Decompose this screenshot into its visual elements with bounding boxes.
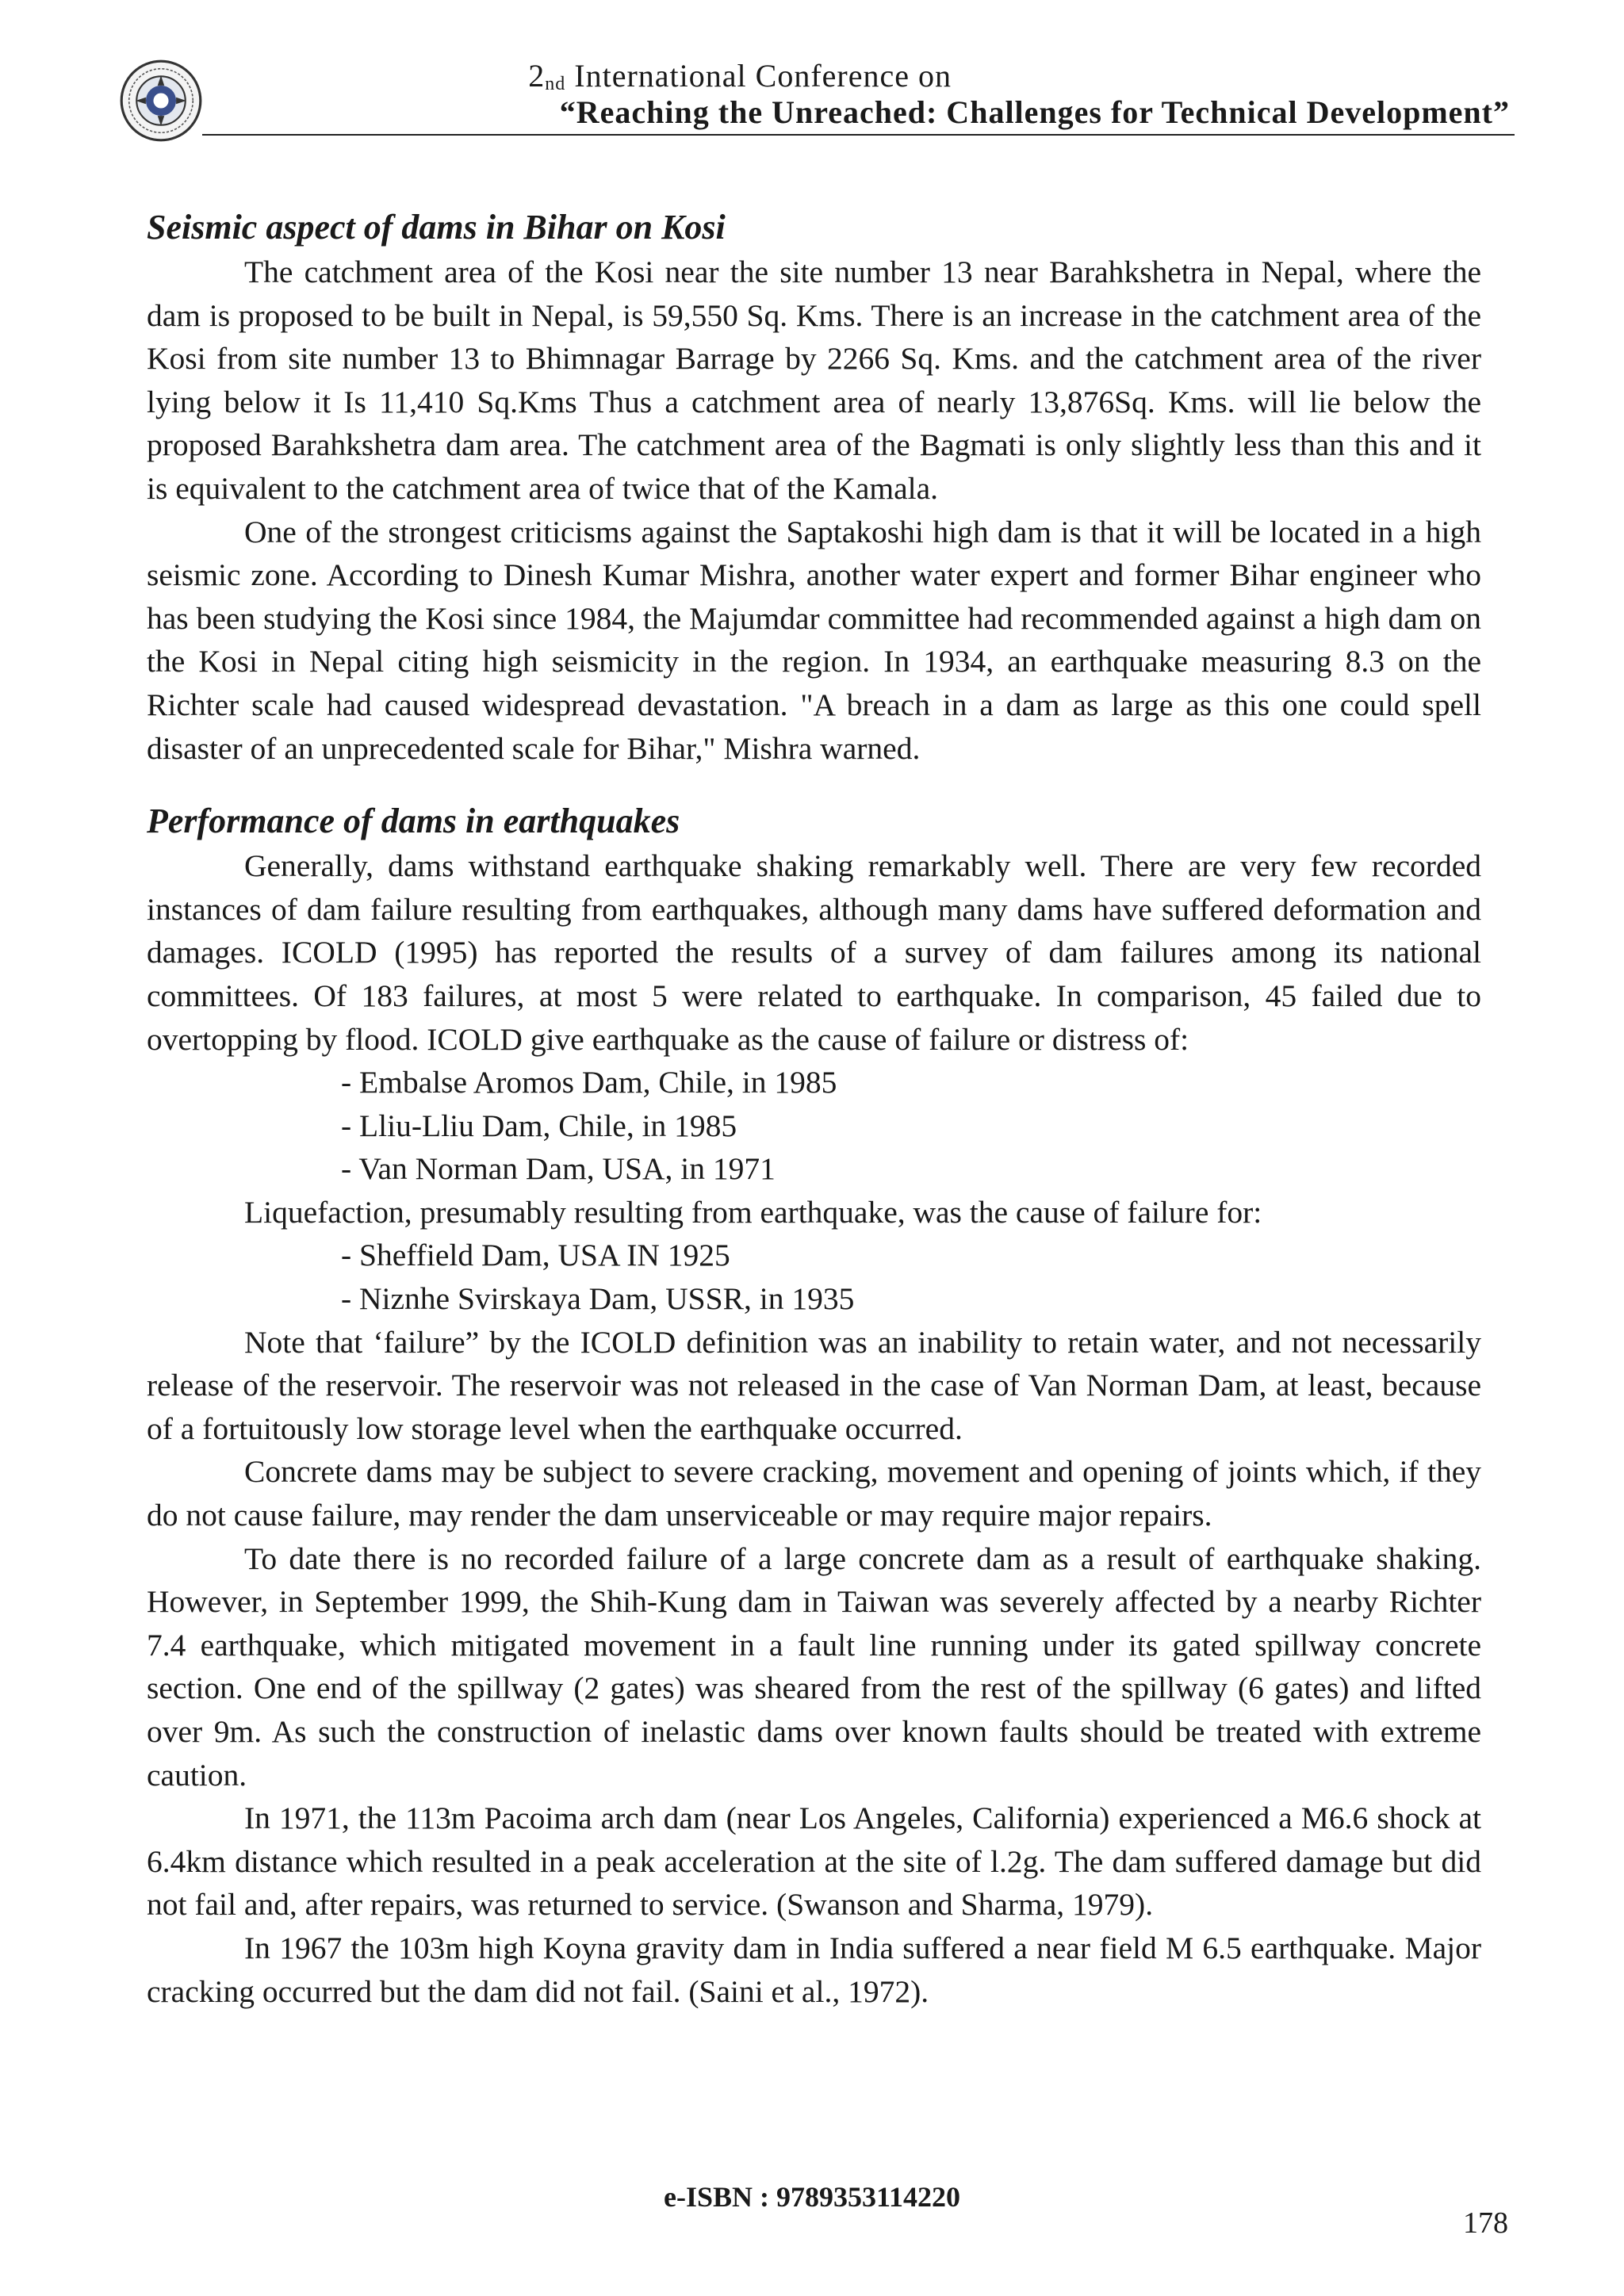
paragraph: To date there is no recorded failure of a large concrete dam as a result of earthquake shaking. However, in September 1999, the Shih-Kung dam in Taiwan was severely affected by a nearby Richter 7.4 earthquake, which mitigated movement in a fault line running under its gated spillway concrete section. One end of the spillway (2 gates) was sheared from the rest of the spillway (6 gates) and lifted over 9m. As such the construction of inelastic dams over known faults should be treated with extreme caution. [147,1540,1481,1793]
paragraph: Generally, dams withstand earthquake shaking remarkably well. There are very few recorded instances of dam failure resulting from earthquakes, although many dams have suffered deformation and damages. ICOLD (1995) has reported the results of a survey of dam failures among its national committees. Of 183 failures, at most 5 were related to earthquake. In comparison, 45 failed due to overtopping by flood. ICOLD give earthquake as the cause of failure or distress of: [147,848,1481,1057]
conference-seal-icon [119,59,203,143]
list-item: - Lliu-Lliu Dam, Chile, in 1985 [341,1108,737,1143]
isbn-footer: e-ISBN : 9789353114220 [663,2181,960,2213]
paragraph: Note that ‘failure” by the ICOLD definition was an inability to retain water, and not necessarily release of the reservoir. The reservoir was not released in the case of Van Norman Dam, at least, because of a fortuitously low storage level when the earthquake occurred. [147,1324,1481,1446]
paragraph: Concrete dams may be subject to severe cracking, movement and opening of joints which, if they do not cause failure, may render the dam unserviceable or may require major repairs. [147,1454,1481,1533]
paragraph: In 1967 the 103m high Koyna gravity dam in India suffered a near field M 6.5 earthquake. Major cracking occurred but the dam did not fail. (Saini et al., 1972). [147,1930,1481,2009]
conference-theme: “Reaching the Unreached: Challenges for Technical Development” [559,94,1510,130]
list-item: - Van Norman Dam, USA, in 1971 [341,1151,776,1187]
list-item: - Embalse Aromos Dam, Chile, in 1985 [341,1065,837,1100]
header-divider [202,134,1515,136]
list-item: - Sheffield Dam, USA IN 1925 [341,1238,730,1273]
paragraph: In 1971, the 113m Pacoima arch dam (near Los Angeles, California) experienced a M6.6 shock at 6.4km distance which resulted in a peak acceleration at the site of l.2g. The dam suffered damage but did not fail and, after repairs, was returned to service. (Swanson and Sharma, 1979). [147,1800,1481,1923]
page-body [147,205,1481,2013]
page-number: 178 [1463,2206,1508,2240]
paragraph: The catchment area of the Kosi near the site number 13 near Barahkshetra in Nepal, where the dam is proposed to be built in Nepal, is 59,550 Sq. Kms. There is an increase in the catchment area of the Kosi from site number 13 to Bhimnagar Barrage by 2266 Sq. Kms. and the catchment area of the river lying below it Is 11,410 Sq.Kms Thus a catchment area of nearly 13,876Sq. Kms. will lie below the proposed Barahkshetra dam area. The catchment area of the Bagmati is only slightly less than this and it is equivalent to the catchment area of twice that of the Kamala. [147,254,1481,506]
page-header [119,54,1515,138]
paragraph: One of the strongest criticisms against the Saptakoshi high dam is that it will be located in a high seismic zone. According to Dinesh Kumar Mishra, another water expert and former Bihar engineer who has been studying the Kosi since 1984, the Majumdar committee had recommended against a high dam on the Kosi in Nepal citing high seismicity in the region. In 1934, an earthquake measuring 8.3 on the Richter scale had caused widespread devastation. "A breach in a dam as large as this one could spell disaster of an unprecedented scale for Bihar," Mishra warned. [147,514,1481,766]
liquefaction-intro: Liquefaction, presumably resulting from earthquake, was the cause of failure for: [244,1194,1262,1230]
section-heading-performance: Performance of dams in earthquakes [147,802,680,841]
list-item: - Niznhe Svirskaya Dam, USSR, in 1935 [341,1281,855,1317]
conference-title: $2_{nd}$ International Conference on [528,58,952,94]
section-heading-seismic-aspect: Seismic aspect of dams in Bihar on Kosi [147,208,726,247]
